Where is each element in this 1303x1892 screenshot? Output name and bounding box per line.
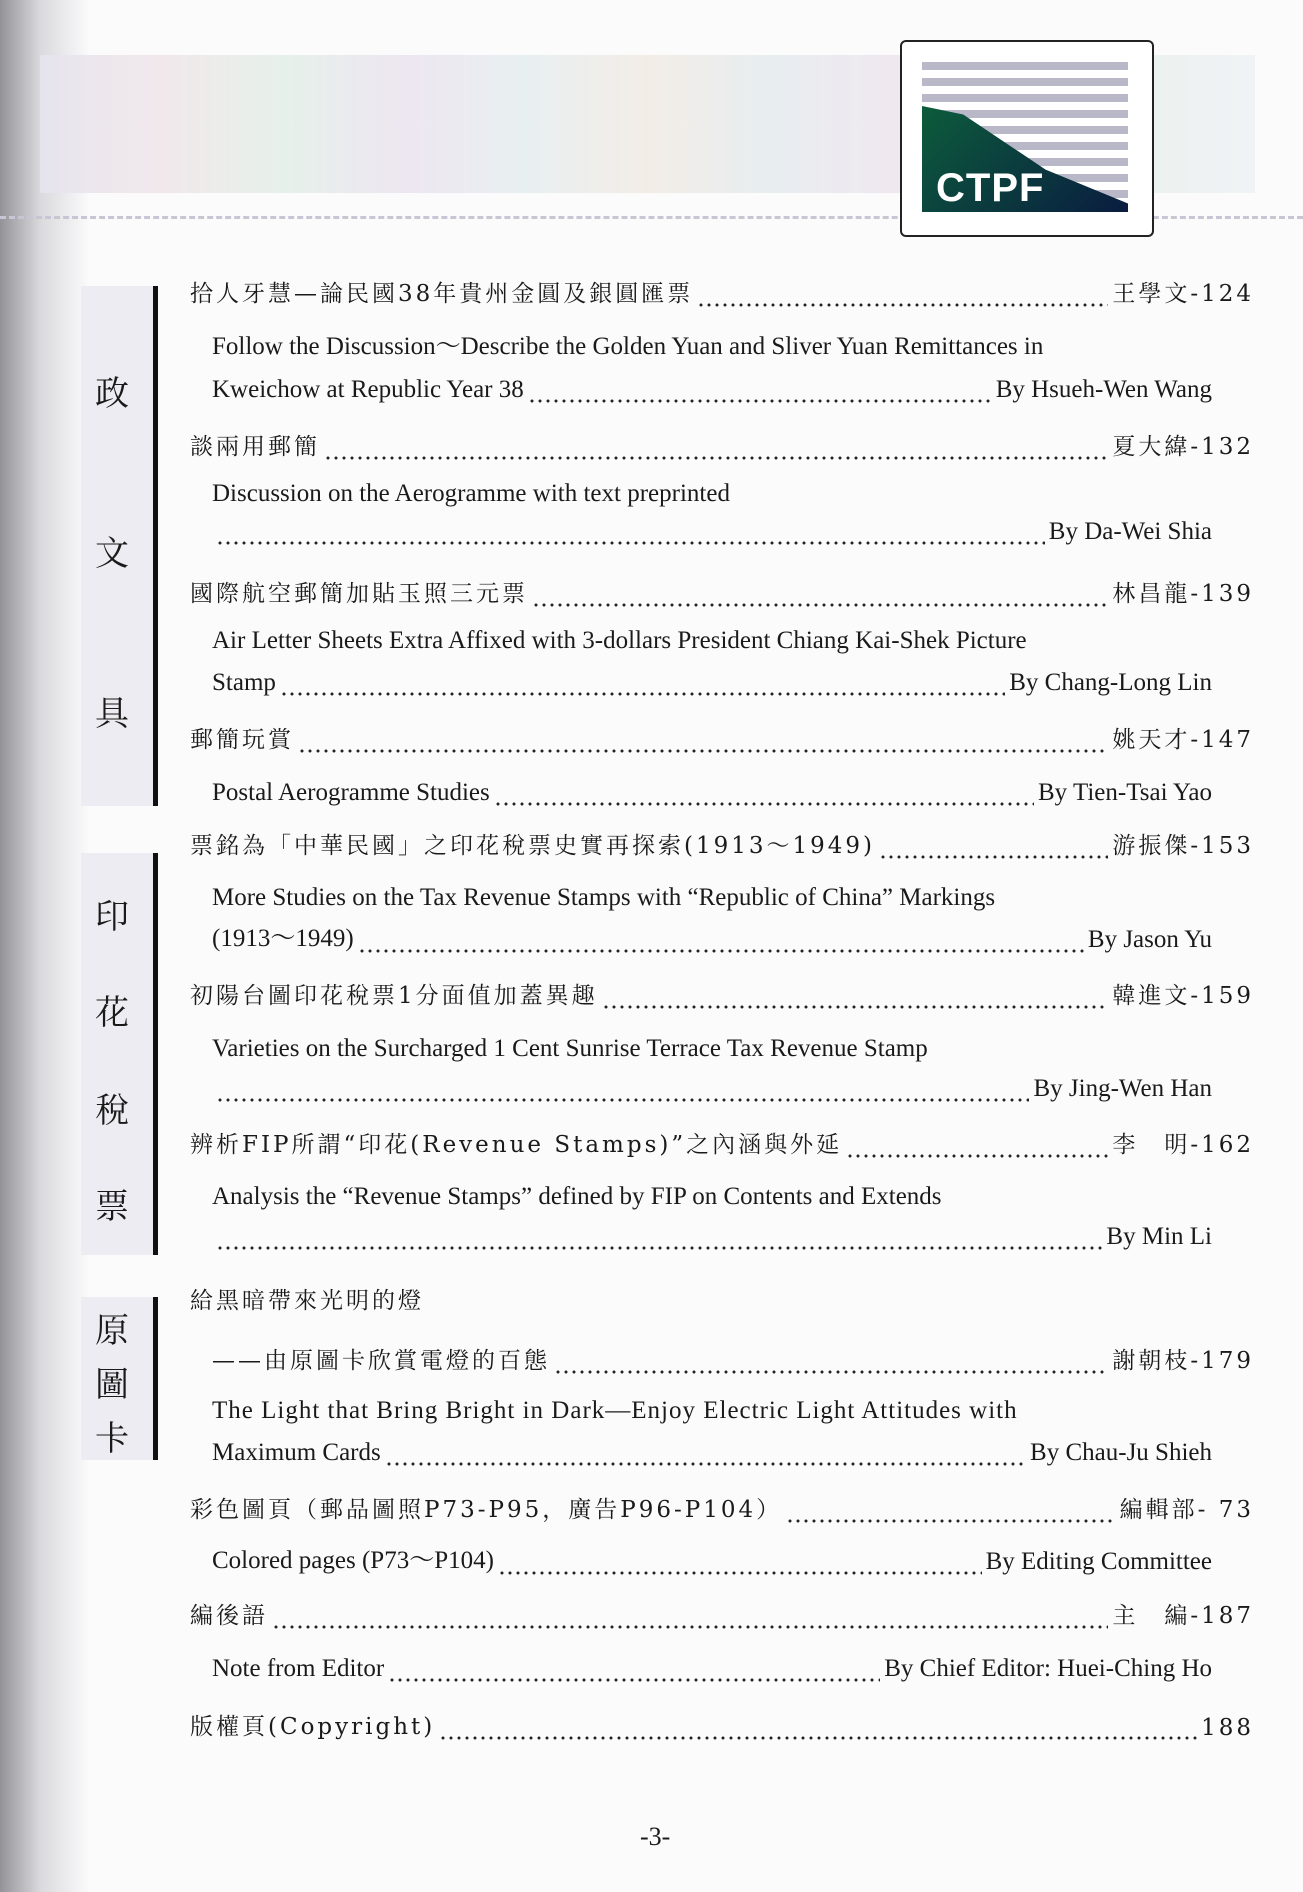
dot-leader [846, 1139, 1108, 1159]
toc-title-text: Discussion on the Aerogramme with text preprinted [212, 480, 730, 507]
toc-title-text: Colored pages (P73～P104) [212, 1547, 494, 1574]
toc-title-text: (1913～1949) [212, 925, 354, 952]
toc-title-text: Analysis the “Revenue Stamps” defined by FIP on Contents and Extends [212, 1183, 942, 1210]
toc-author-page: 夏大緯-132 [1112, 434, 1254, 460]
toc-author-page: 游振傑-153 [1112, 833, 1254, 859]
section-label-revenue-stamps [81, 853, 158, 1255]
dot-leader [216, 1083, 1029, 1103]
section-char: 花 [95, 993, 129, 1033]
toc-author-page: 李 明-162 [1112, 1132, 1254, 1158]
toc-byline: By Da-Wei Shia [1048, 518, 1212, 545]
dot-leader [280, 677, 1005, 697]
toc-title-text: 談兩用郵簡 [190, 434, 320, 460]
section-char: 票 [95, 1187, 129, 1227]
toc-author-page: 韓進文-159 [1112, 983, 1254, 1009]
toc-entry-en [212, 512, 1212, 546]
toc-entry-en [212, 1217, 1212, 1251]
dot-leader [388, 1663, 880, 1683]
toc-entry-en [212, 1649, 1212, 1683]
section-char: 稅 [95, 1091, 129, 1131]
toc-byline: By Chau-Ju Shieh [1030, 1439, 1212, 1466]
toc-title-text: 票銘為「中華民國」之印花稅票史實再探索(1913～1949) [190, 833, 876, 859]
toc-entry-zh[interactable] [190, 574, 1254, 608]
toc-entry-en [212, 1433, 1212, 1467]
toc-title-text: 國際航空郵簡加貼玉照三元票 [190, 581, 528, 607]
dot-leader [494, 787, 1034, 807]
toc-entry-en [212, 474, 1212, 508]
toc-title-text: 版權頁(Copyright) [190, 1714, 436, 1740]
toc-entry-en [212, 1542, 1212, 1576]
toc-entry-zh[interactable] [190, 826, 1254, 860]
toc-byline: By Hsueh-Wen Wang [995, 376, 1212, 403]
dot-leader [554, 1355, 1108, 1375]
toc-title-text: 拾人牙慧—論民國38年貴州金圓及銀圓匯票 [190, 281, 694, 307]
dot-leader [602, 990, 1109, 1010]
toc-entry-zh[interactable] [190, 427, 1254, 461]
section-char: 印 [95, 897, 129, 937]
toc-entry-en [212, 878, 1212, 912]
dot-leader [532, 588, 1108, 608]
toc-title-text: Postal Aerogramme Studies [212, 779, 490, 806]
toc-author-page: 編輯部- 73 [1119, 1497, 1254, 1523]
toc-author-page: 林昌龍-139 [1112, 581, 1254, 607]
page-number: -3- [640, 1822, 671, 1851]
toc-title-text: Varieties on the Surcharged 1 Cent Sunrise Terrace Tax Revenue Stamp [212, 1035, 928, 1062]
toc-byline: By Chang-Long Lin [1009, 669, 1212, 696]
toc-byline: By Editing Committee [985, 1548, 1212, 1575]
toc-entry-zh[interactable] [190, 720, 1254, 754]
toc-title-text: More Studies on the Tax Revenue Stamps with “Republic of China” Markings [212, 884, 996, 911]
dot-leader [528, 384, 992, 404]
toc-entry-zh[interactable] [190, 1707, 1254, 1741]
dot-leader [216, 526, 1045, 546]
toc-entry-en [212, 1391, 1212, 1425]
toc-entry-zh[interactable] [190, 1596, 1254, 1630]
toc-byline: By Min Li [1106, 1223, 1212, 1250]
toc-title-text: 給黑暗帶來光明的燈 [190, 1288, 424, 1314]
toc-title-text: 郵簡玩賞 [190, 727, 294, 753]
section-label-political [81, 286, 158, 806]
toc-entry-en [212, 621, 1212, 655]
section-char: 圖 [95, 1365, 129, 1405]
section-char: 具 [95, 694, 129, 734]
toc-title-text: Note from Editor [212, 1655, 385, 1682]
toc-entry-en [212, 1029, 1212, 1063]
toc-byline: By Jing-Wen Han [1033, 1075, 1212, 1102]
toc-entry-en [212, 663, 1212, 697]
dot-leader [385, 1447, 1026, 1467]
toc-entry-zh[interactable] [190, 274, 1254, 308]
page-gutter-shadow [0, 0, 90, 1892]
dot-leader [879, 840, 1108, 860]
ctpf-stamp-logo [900, 40, 1154, 237]
toc-entry-en [212, 370, 1212, 404]
section-char: 政 [95, 374, 129, 414]
toc-author-page: 謝朝枝-179 [1112, 1348, 1254, 1374]
toc-author-page: 王學文-124 [1112, 281, 1254, 307]
toc-entry-zh[interactable] [190, 1125, 1254, 1159]
toc-title-text: 辨析FIP所謂“印花(Revenue Stamps)”之內涵與外延 [190, 1132, 843, 1158]
toc-author-page: 主 編-187 [1112, 1603, 1254, 1629]
toc-title-text: The Light that Bring Bright in Dark—Enjoy Electric Light Attitudes with [212, 1397, 1018, 1424]
toc-entry-zh-subtitle[interactable] [212, 1341, 1254, 1375]
toc-title-text: Kweichow at Republic Year 38 [212, 376, 524, 403]
toc-title-text: Follow the Discussion～Describe the Golden Yuan and Sliver Yuan Remittances in [212, 333, 1044, 360]
toc-entry-en [212, 1069, 1212, 1103]
dot-leader [697, 288, 1108, 308]
toc-entry-zh[interactable] [190, 1490, 1254, 1524]
toc-title-text: ——由原圖卡欣賞電燈的百態 [212, 1348, 550, 1374]
toc-entry-en [212, 920, 1212, 954]
toc-title-text: Stamp [212, 669, 276, 696]
toc-entry-zh[interactable] [190, 1281, 1254, 1315]
section-char: 原 [95, 1311, 129, 1351]
toc-entry-zh[interactable] [190, 976, 1254, 1010]
section-label-maximum-cards [81, 1297, 158, 1460]
toc-author-page: 188 [1201, 1715, 1254, 1741]
toc-byline: By Chief Editor: Huei-Ching Ho [884, 1655, 1212, 1682]
section-char: 卡 [95, 1419, 129, 1459]
dot-leader [216, 1231, 1102, 1251]
toc-byline: By Jason Yu [1087, 926, 1212, 953]
dot-leader [298, 734, 1108, 754]
logo-text: CTPF [936, 166, 1045, 210]
dot-leader [272, 1610, 1108, 1630]
toc-author-page: 姚天才-147 [1112, 727, 1254, 753]
toc-title-text: Air Letter Sheets Extra Affixed with 3-dollars President Chiang Kai-Shek Picture [212, 627, 1027, 654]
toc-title-text: Maximum Cards [212, 1439, 381, 1466]
toc-title-text: 初陽台圖印花稅票1分面值加蓋異趣 [190, 983, 598, 1009]
dot-leader [498, 1556, 982, 1576]
toc-title-text: 編後語 [190, 1603, 268, 1629]
toc-entry-en [212, 1177, 1212, 1211]
dot-leader [439, 1721, 1197, 1741]
dot-leader [786, 1504, 1115, 1524]
toc-byline: By Tien-Tsai Yao [1038, 779, 1212, 806]
dot-leader [358, 934, 1084, 954]
section-char: 文 [95, 534, 129, 574]
toc-title-text: 彩色圖頁（郵品圖照P73-P95，廣告P96-P104） [190, 1497, 783, 1523]
toc-entry-en [212, 773, 1212, 807]
toc-entry-en [212, 328, 1212, 362]
dot-leader [324, 441, 1108, 461]
